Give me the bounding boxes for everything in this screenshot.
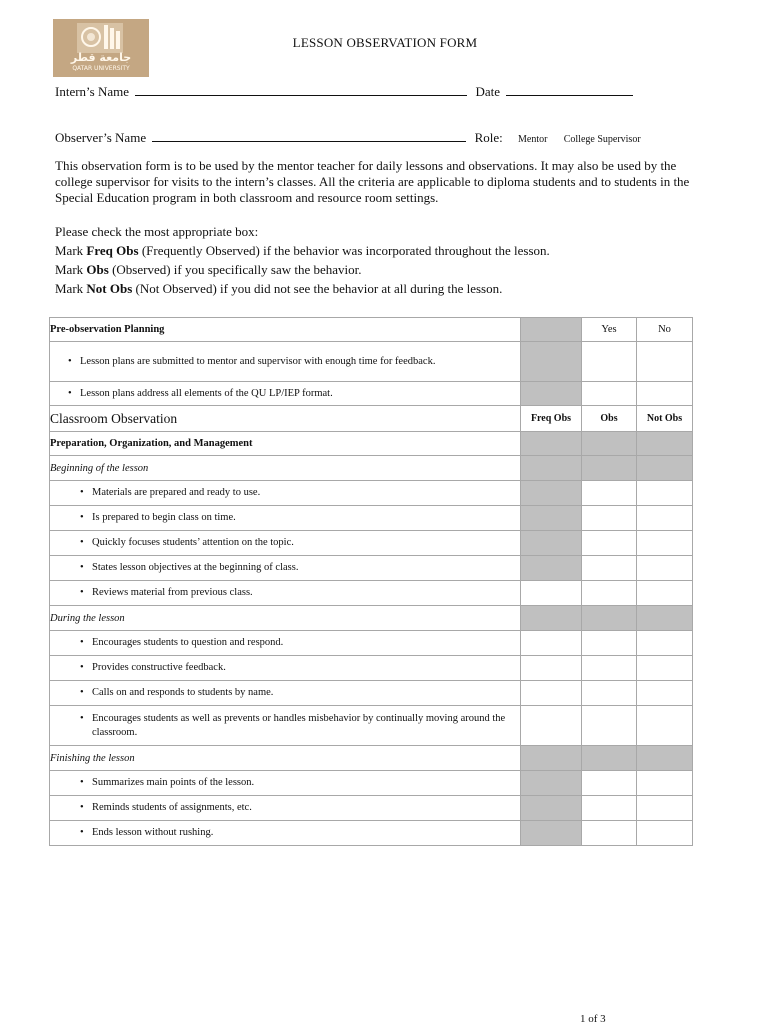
criterion-text: • Summarizes main points of the lesson. — [50, 774, 520, 792]
shaded-cell — [521, 821, 582, 846]
shaded-cell — [521, 531, 582, 556]
freq-obs-checkbox-cell[interactable] — [521, 631, 582, 656]
not-obs-checkbox-cell[interactable] — [637, 531, 693, 556]
not-obs-checkbox-cell[interactable] — [637, 631, 693, 656]
shaded-cell — [521, 606, 582, 631]
no-checkbox-cell[interactable] — [637, 382, 693, 406]
subsection-beginning: Beginning of the lesson — [50, 456, 521, 481]
logo-english-text: QATAR UNIVERSITY — [72, 65, 130, 72]
table-row — [50, 531, 693, 556]
shaded-cell — [521, 456, 582, 481]
instruction-term: Not Obs — [86, 281, 133, 296]
obs-checkbox-cell[interactable] — [582, 796, 637, 821]
criterion-text: • Lesson plans address all elements of the QU LP/IEP format. — [50, 385, 520, 403]
criterion-text: • States lesson objectives at the beginning of class. — [50, 559, 520, 577]
role-option-college-supervisor[interactable]: College Supervisor — [563, 134, 641, 145]
no-checkbox-cell[interactable] — [637, 342, 693, 382]
intern-name-field[interactable] — [135, 83, 467, 96]
instructions-lead: Please check the most appropriate box: — [55, 224, 259, 239]
table-row — [50, 581, 693, 606]
form-title: LESSON OBSERVATION FORM — [292, 35, 478, 50]
intern-label: Intern’s Name — [55, 84, 130, 99]
shaded-cell — [521, 506, 582, 531]
instruction-not-obs — [55, 281, 502, 297]
not-obs-checkbox-cell[interactable] — [637, 556, 693, 581]
shaded-cell — [582, 432, 637, 456]
no-column-header: No — [637, 318, 693, 342]
obs-checkbox-cell[interactable] — [582, 656, 637, 681]
obs-column-header: Obs — [582, 406, 637, 432]
shaded-cell — [521, 318, 582, 342]
shaded-cell — [521, 481, 582, 506]
table-row — [50, 506, 693, 531]
subsection-finishing: Finishing the lesson — [50, 746, 521, 771]
shaded-cell — [637, 606, 693, 631]
instruction-term: Obs — [86, 262, 109, 277]
criterion-text: • Encourages students to question and respond. — [50, 634, 520, 652]
section-title: Preparation, Organization, and Management — [50, 432, 521, 456]
criterion-text: • Lesson plans are submitted to mentor and supervisor with enough time for feedback. — [50, 353, 520, 371]
qatar-university-logo — [53, 19, 149, 77]
freq-obs-checkbox-cell[interactable] — [521, 581, 582, 606]
table-row — [50, 821, 693, 846]
instruction-freq-obs — [55, 243, 550, 259]
classroom-observation-header-row — [50, 406, 693, 432]
table-row — [50, 631, 693, 656]
instruction-text: (Not Observed) if you did not see the behavior at all during the lesson. — [132, 281, 503, 296]
pre-observation-title: Pre-observation Planning — [50, 318, 521, 342]
shaded-cell — [521, 771, 582, 796]
intro-paragraph: This observation form is to be used by the mentor teacher for daily lessons and observations. It may also be used by the college supervisor for visits to the intern’s classes. All the criteria are applicable to diploma students and to students in the Special Education program in both classroom and resource room settings. — [55, 158, 690, 205]
observer-name-field[interactable] — [152, 129, 466, 142]
obs-checkbox-cell[interactable] — [582, 681, 637, 706]
freq-obs-column-header: Freq Obs — [521, 406, 582, 432]
shaded-cell — [521, 556, 582, 581]
table-row — [50, 481, 693, 506]
table-row — [50, 342, 693, 382]
obs-checkbox-cell[interactable] — [582, 506, 637, 531]
obs-checkbox-cell[interactable] — [582, 706, 637, 746]
subsection-row — [50, 746, 693, 771]
yes-column-header: Yes — [582, 318, 637, 342]
criterion-text: • Reminds students of assignments, etc. — [50, 799, 520, 817]
not-obs-checkbox-cell[interactable] — [637, 581, 693, 606]
date-field[interactable] — [506, 83, 633, 96]
not-obs-checkbox-cell[interactable] — [637, 506, 693, 531]
shaded-cell — [637, 456, 693, 481]
obs-checkbox-cell[interactable] — [582, 581, 637, 606]
criterion-text: • Reviews material from previous class. — [50, 584, 520, 602]
not-obs-checkbox-cell[interactable] — [637, 821, 693, 846]
shaded-cell — [582, 606, 637, 631]
obs-checkbox-cell[interactable] — [582, 631, 637, 656]
criterion-text: • Ends lesson without rushing. — [50, 824, 520, 842]
table-row — [50, 771, 693, 796]
freq-obs-checkbox-cell[interactable] — [521, 706, 582, 746]
obs-checkbox-cell[interactable] — [582, 771, 637, 796]
criterion-text: • Provides constructive feedback. — [50, 659, 520, 677]
not-obs-checkbox-cell[interactable] — [637, 796, 693, 821]
subsection-row — [50, 606, 693, 631]
shaded-cell — [637, 746, 693, 771]
observer-row — [55, 129, 641, 146]
obs-checkbox-cell[interactable] — [582, 531, 637, 556]
yes-checkbox-cell[interactable] — [582, 342, 637, 382]
instruction-prefix: Mark — [55, 281, 87, 296]
logo-arabic-text: جامعة قطر — [70, 51, 132, 64]
shaded-cell — [521, 432, 582, 456]
criterion-text: • Encourages students as well as prevents or handles misbehavior by continually moving around the classroom. — [50, 710, 520, 742]
yes-checkbox-cell[interactable] — [582, 382, 637, 406]
pre-observation-header-row — [50, 318, 693, 342]
criterion-text: • Calls on and responds to students by name. — [50, 684, 520, 702]
not-obs-checkbox-cell[interactable] — [637, 771, 693, 796]
table-row — [50, 706, 693, 746]
table-row — [50, 681, 693, 706]
subsection-during: During the lesson — [50, 606, 521, 631]
intern-row — [55, 83, 633, 100]
criterion-text: • Is prepared to begin class on time. — [50, 509, 520, 527]
subsection-row — [50, 456, 693, 481]
table-row — [50, 556, 693, 581]
not-obs-checkbox-cell[interactable] — [637, 706, 693, 746]
shaded-cell — [582, 456, 637, 481]
page-number: 1 of 3 — [580, 1013, 606, 1025]
freq-obs-checkbox-cell[interactable] — [521, 656, 582, 681]
criterion-text: • Materials are prepared and ready to use. — [50, 484, 520, 502]
table-row — [50, 656, 693, 681]
instruction-text: (Observed) if you specifically saw the behavior. — [108, 262, 362, 277]
instruction-prefix: Mark — [55, 243, 87, 258]
shaded-cell — [521, 342, 582, 382]
classroom-observation-title: Classroom Observation — [50, 406, 521, 432]
role-option-mentor[interactable]: Mentor — [518, 134, 548, 145]
instruction-term: Freq Obs — [86, 243, 139, 258]
shaded-cell — [521, 382, 582, 406]
section-row — [50, 432, 693, 456]
role-label: Role: — [474, 130, 503, 145]
shaded-cell — [637, 432, 693, 456]
obs-checkbox-cell[interactable] — [582, 821, 637, 846]
date-label: Date — [475, 84, 501, 99]
observation-table — [49, 317, 693, 846]
observer-label: Observer’s Name — [55, 130, 147, 145]
criterion-text: • Quickly focuses students’ attention on the topic. — [50, 534, 520, 552]
not-obs-checkbox-cell[interactable] — [637, 481, 693, 506]
not-obs-column-header: Not Obs — [637, 406, 693, 432]
table-row — [50, 796, 693, 821]
shaded-cell — [521, 796, 582, 821]
table-row — [50, 382, 693, 406]
instruction-text: (Frequently Observed) if the behavior was incorporated throughout the lesson. — [138, 243, 550, 258]
freq-obs-checkbox-cell[interactable] — [521, 681, 582, 706]
shaded-cell — [582, 746, 637, 771]
obs-checkbox-cell[interactable] — [582, 481, 637, 506]
not-obs-checkbox-cell[interactable] — [637, 681, 693, 706]
instruction-obs — [55, 262, 362, 278]
not-obs-checkbox-cell[interactable] — [637, 656, 693, 681]
shaded-cell — [521, 746, 582, 771]
instruction-prefix: Mark — [55, 262, 87, 277]
obs-checkbox-cell[interactable] — [582, 556, 637, 581]
